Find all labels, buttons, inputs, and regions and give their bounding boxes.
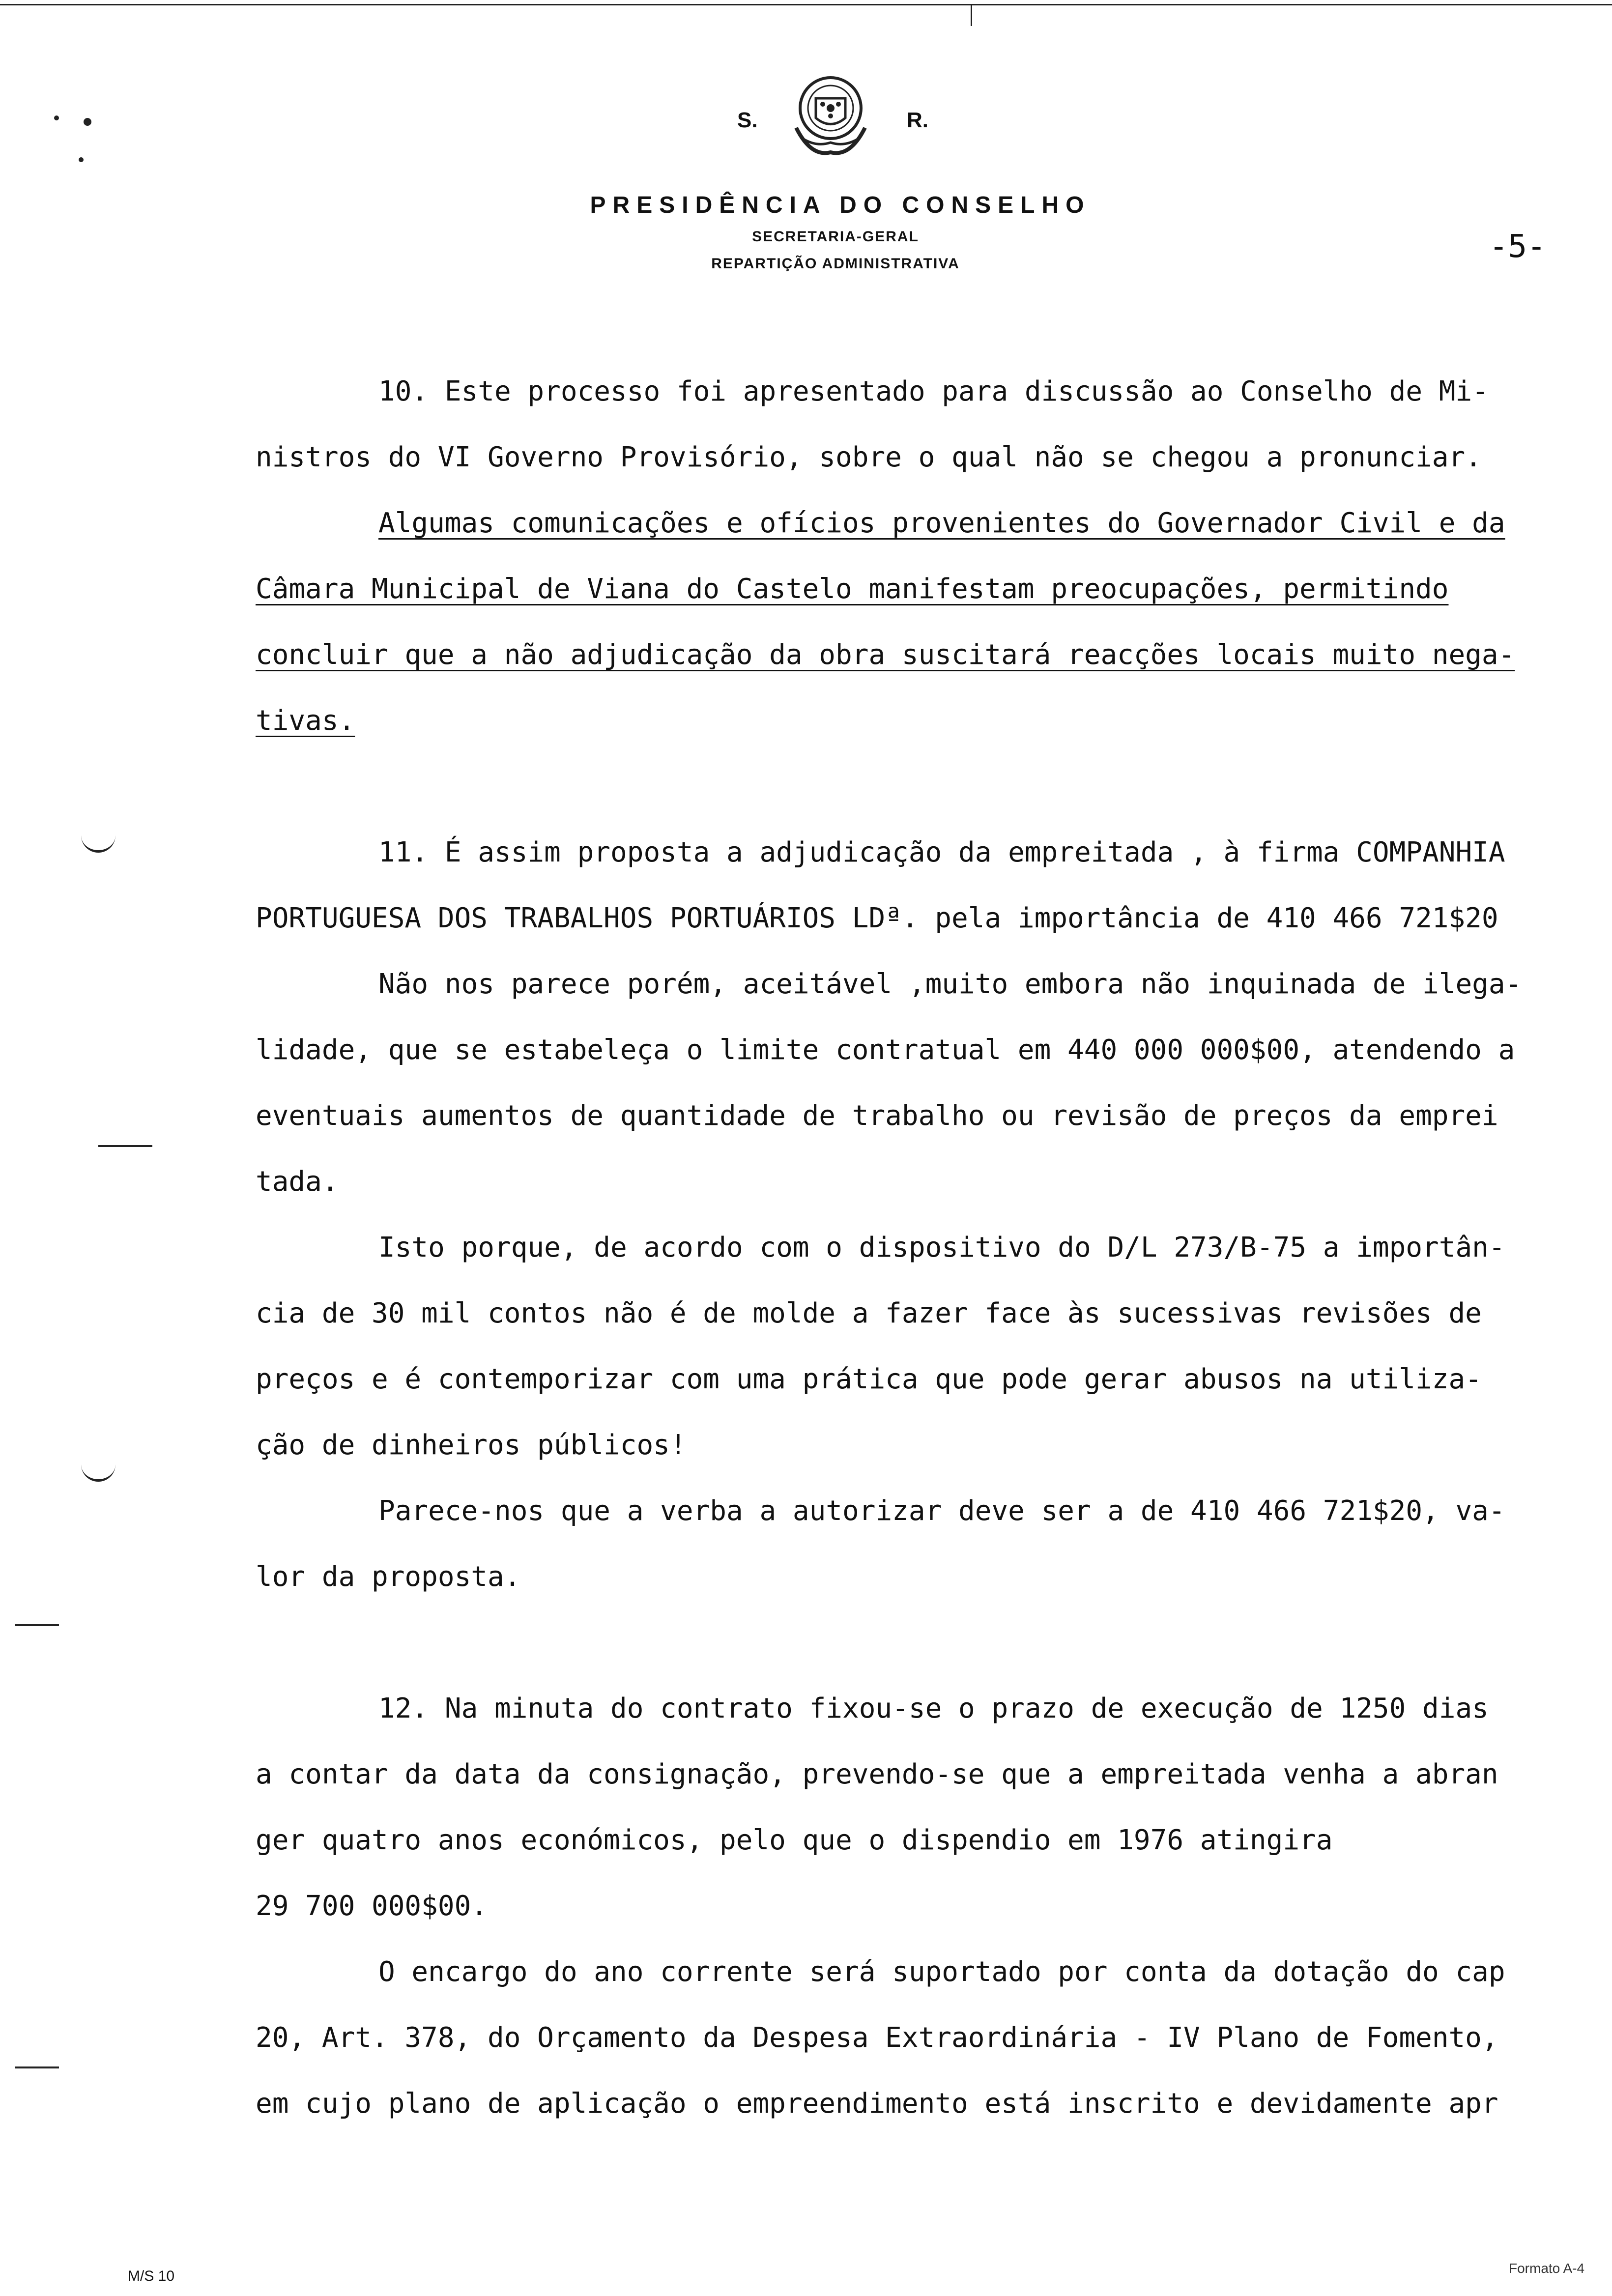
paragraph-11-line: tada. — [256, 1166, 339, 1198]
paragraph-12-line: 12. Na minuta do contrato fixou-se o prazo de execução de 1250 dias — [378, 1693, 1489, 1724]
office-title: PRESIDÊNCIA DO CONSELHO — [590, 192, 1091, 218]
underlined-line: concluir que a não adjudicação da obra suscitará reacções locais muito nega- — [256, 639, 1515, 671]
underlined-line: Algumas comunicações e ofícios provenientes do Governador Civil e da — [378, 507, 1505, 539]
form-code: M/S 10 — [128, 2268, 175, 2284]
paragraph-11-line: lor da proposta. — [256, 1561, 521, 1593]
page-number: -5- — [1489, 229, 1546, 265]
paragraph-11-line: Isto porque, de acordo com o dispositivo do D/L 273/B-75 a importân- — [378, 1232, 1505, 1263]
paragraph-11-line: 11. É assim proposta a adjudicação da empreitada , à firma COMPANHIA — [378, 836, 1505, 868]
paragraph-11-line: eventuais aumentos de quantidade de trabalho ou revisão de preços da emprei — [256, 1100, 1498, 1132]
scan-arc-mark — [81, 831, 115, 853]
paragraph-12-line: 20, Art. 378, do Orçamento da Despesa Extraordinária - IV Plano de Fomento, — [256, 2022, 1498, 2054]
paragraph-12-line: em cujo plano de aplicação o empreendimento está inscrito e devidamente apr — [256, 2088, 1498, 2120]
top-edge-line — [0, 4, 1612, 5]
paragraph-11-line: preços e é contemporizar com uma prática que pode gerar abusos na utiliza- — [256, 1363, 1482, 1395]
paragraph-11-line: Não nos parece porém, aceitável ,muito embora não inquinada de ilega- — [378, 968, 1522, 1000]
scan-speck — [54, 115, 59, 120]
paragraph-10-line: nistros do VI Governo Provisório, sobre o qual não se chegou a pronunciar. — [256, 441, 1482, 473]
scan-speck — [84, 118, 91, 126]
paragraph-11-line: PORTUGUESA DOS TRABALHOS PORTUÁRIOS LDª. pela importância de 410 466 721$20 — [256, 902, 1498, 934]
scan-speck — [79, 157, 84, 162]
paragraph-10-line: 10. Este processo foi apresentado para discussão ao Conselho de Mi- — [378, 375, 1489, 407]
paper-format: Formato A-4 — [1509, 2261, 1585, 2276]
paragraph-11-line: Parece-nos que a verba a autorizar deve ser a de 410 466 721$20, va- — [378, 1495, 1505, 1527]
paragraph-11-line: cia de 30 mil contos não é de molde a fazer face às sucessivas revisões de — [256, 1297, 1482, 1329]
top-edge-tick — [971, 4, 972, 26]
document-body — [256, 359, 1602, 2137]
paragraph-12-line: O encargo do ano corrente será suportado por conta da dotação do cap — [378, 1956, 1505, 1988]
underlined-line: Câmara Municipal de Viana do Castelo manifestam preocupações, permitindo — [256, 573, 1449, 605]
scan-arc-mark — [81, 1460, 115, 1482]
office-subtitle-secretariat: SECRETARIA-GERAL — [752, 229, 919, 245]
margin-dash — [15, 2066, 59, 2068]
margin-dash — [15, 1624, 59, 1626]
paragraph-12-line: a contar da data da consignação, prevendo-se que a empreitada venha a abran — [256, 1758, 1498, 1790]
underlined-line: tivas. — [256, 705, 355, 737]
coat-of-arms-icon — [781, 69, 880, 167]
paragraph-12-line: 29 700 000$00. — [256, 1890, 488, 1922]
crest-row — [732, 59, 939, 167]
margin-dash — [98, 1145, 152, 1147]
office-subtitle-department: REPARTIÇÃO ADMINISTRATIVA — [711, 256, 960, 272]
crest-left-letter: S. — [737, 108, 758, 132]
paragraph-11-line: lidade, que se estabeleça o limite contratual em 440 000 000$00, atendendo a — [256, 1034, 1515, 1066]
paragraph-11-line: ção de dinheiros públicos! — [256, 1429, 687, 1461]
paragraph-12-line: ger quatro anos económicos, pelo que o dispendio em 1976 atingira — [256, 1824, 1333, 1856]
crest-right-letter: R. — [907, 108, 928, 132]
